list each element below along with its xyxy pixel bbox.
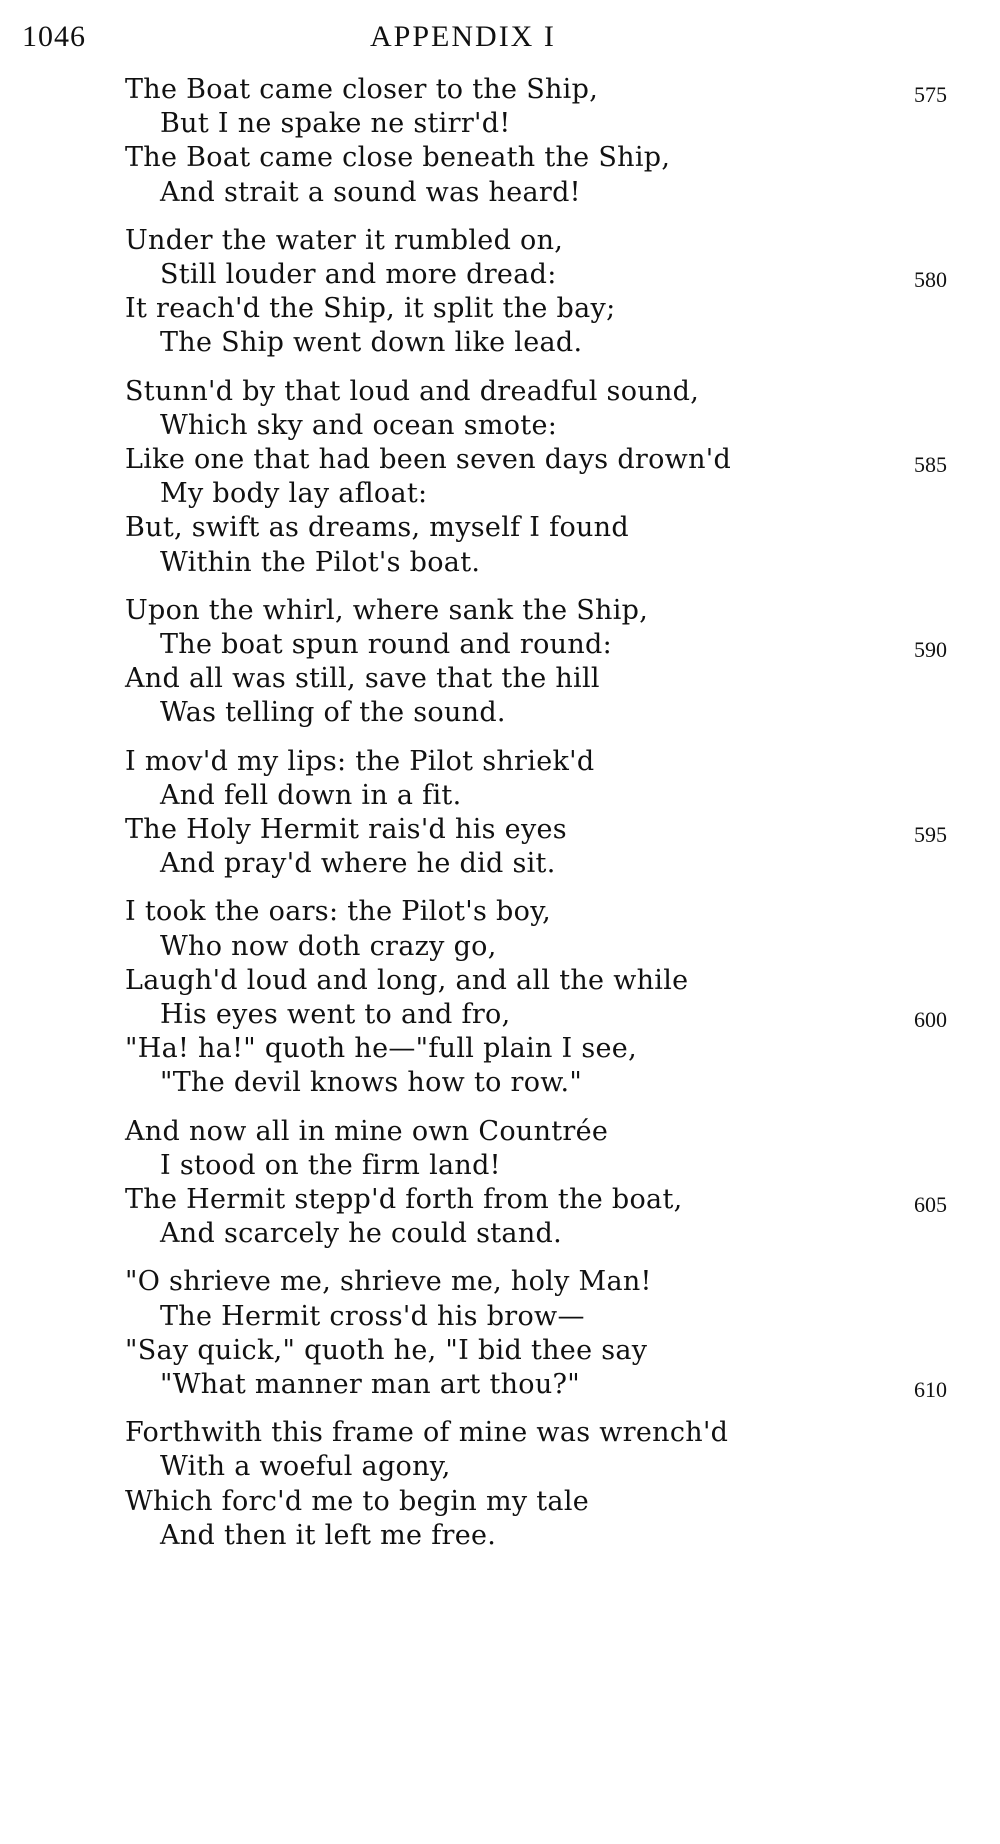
line-number: 595 — [914, 822, 947, 847]
poem-line: "Say quick," quoth he, "I bid thee say — [125, 1334, 648, 1366]
poem-line: And all was still, save that the hill — [125, 663, 600, 695]
poem-line: And now all in mine own Countrée — [125, 1115, 609, 1147]
poem-line: Within the Pilot's boat. — [160, 546, 481, 578]
page-number: 1046 — [22, 20, 86, 53]
poem-line: With a woeful agony, — [160, 1451, 451, 1483]
poem-line: But, swift as dreams, myself I found — [125, 512, 629, 544]
poem-line: The boat spun round and round: — [160, 629, 613, 660]
line-number: 605 — [914, 1192, 947, 1217]
line-number: 585 — [914, 452, 947, 477]
poem-line: It reach'd the Ship, it split the bay; — [125, 293, 616, 325]
line-number: 580 — [914, 267, 947, 292]
line-number: 590 — [914, 637, 947, 662]
poem-line: Like one that had been seven days drown'd — [125, 444, 732, 475]
poem-line: "What manner man art thou?" — [160, 1369, 581, 1400]
poem-line: Upon the whirl, where sank the Ship, — [125, 594, 649, 626]
running-head: APPENDIX I — [370, 20, 556, 53]
poem-line: Which forc'd me to begin my tale — [125, 1485, 590, 1517]
poem-line: And scarcely he could stand. — [160, 1218, 562, 1250]
poem-line: "The devil knows how to row." — [160, 1067, 583, 1099]
poem-line: The Holy Hermit rais'd his eyes — [125, 814, 567, 845]
poem-line: Forthwith this frame of mine was wrench'd — [125, 1417, 729, 1449]
poem-line: Still louder and more dread: — [160, 259, 557, 290]
poem-line: The Boat came close beneath the Ship, — [125, 142, 671, 174]
poem-line: And pray'd where he did sit. — [160, 848, 556, 880]
poem-line: The Hermit cross'd his brow— — [160, 1300, 585, 1332]
poem-line: The Ship went down like lead. — [160, 327, 583, 359]
poem-line: And fell down in a fit. — [160, 779, 462, 811]
line-number: 610 — [914, 1377, 947, 1402]
poem-line: Under the water it rumbled on, — [125, 224, 564, 256]
poem-line: And then it left me free. — [160, 1519, 497, 1551]
poem-line: I mov'd my lips: the Pilot shriek'd — [125, 745, 595, 777]
poem-line: "O shrieve me, shrieve me, holy Man! — [125, 1266, 652, 1298]
poem-line: Stunn'd by that loud and dreadful sound, — [125, 375, 700, 407]
poem-line: The Hermit stepp'd forth from the boat, — [125, 1184, 683, 1215]
poem-line: I stood on the firm land! — [160, 1149, 501, 1181]
line-number: 575 — [914, 82, 947, 107]
poem-line: My body lay afloat: — [160, 478, 428, 510]
poem-line: Which sky and ocean smote: — [160, 409, 558, 441]
poem-line: And strait a sound was heard! — [160, 176, 581, 208]
poem-line: "Ha! ha!" quoth he—"full plain I see, — [125, 1033, 637, 1065]
poem-line: Who now doth crazy go, — [160, 930, 497, 962]
poem-line: I took the oars: the Pilot's boy, — [125, 896, 552, 928]
poem-line: But I ne spake ne stirr'd! — [160, 108, 511, 140]
poem-line: Laugh'd loud and long, and all the while — [125, 964, 689, 996]
line-number: 600 — [914, 1007, 947, 1032]
poem-line: His eyes went to and fro, — [160, 999, 511, 1030]
poem-line: Was telling of the sound. — [160, 697, 506, 729]
poem-line: The Boat came closer to the Ship, — [125, 74, 599, 105]
